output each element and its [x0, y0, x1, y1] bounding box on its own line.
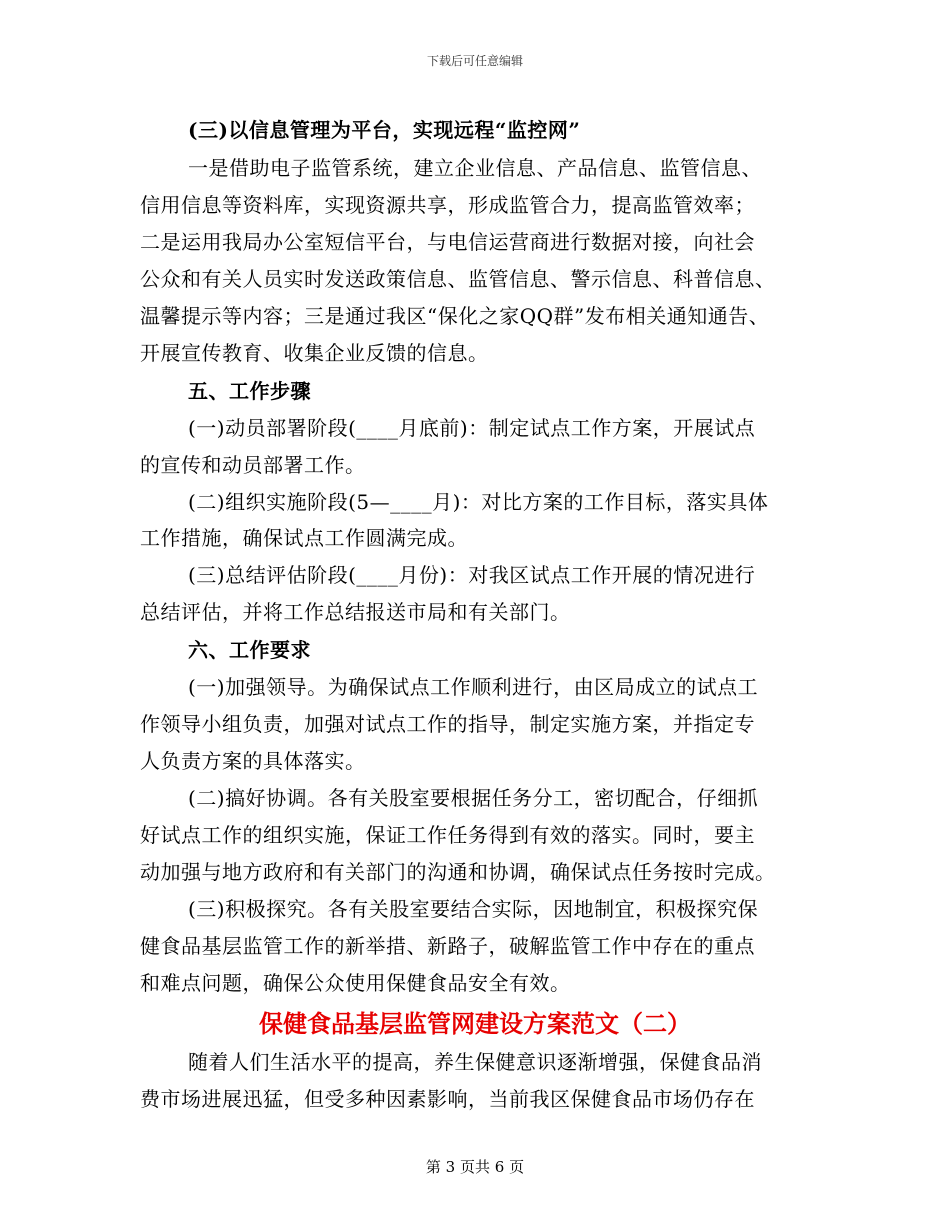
paragraph-line: 工作措施，确保试点工作圆满完成。 — [140, 526, 468, 550]
paragraph-line: (三)积极探究。各有关股室要结合实际，因地制宜，积极探究保 — [188, 897, 759, 921]
paragraph-line: 的宣传和动员部署工作。 — [140, 453, 366, 477]
paragraph-line: 随着人们生活水平的提高，养生保健意识逐渐增强，保健食品消 — [188, 1050, 762, 1074]
paragraph-line: 作领导小组负责，加强对试点工作的指导，制定实施方案，并指定专 — [140, 712, 755, 736]
paragraph-line: 健食品基层监管工作的新举措、新路子，破解监管工作中存在的重点 — [140, 934, 755, 958]
paragraph-line: 人负责方案的具体落实。 — [140, 749, 366, 773]
paragraph-line: 信用信息等资料库，实现资源共享，形成监管合力，提高监管效率； — [140, 193, 755, 217]
paragraph-line: 动加强与地方政府和有关部门的沟通和协调，确保试点任务按时完成。 — [140, 860, 776, 884]
paragraph-line: (一)动员部署阶段(____月底前)：制定试点工作方案，开展试点 — [188, 416, 756, 440]
paragraph-line: 和难点问题，确保公众使用保健食品安全有效。 — [140, 971, 571, 995]
paragraph-line: 一是借助电子监管系统，建立企业信息、产品信息、监管信息、 — [188, 156, 762, 180]
paragraph-line: (一)加强领导。为确保试点工作顺利进行，由区局成立的试点工 — [188, 675, 759, 699]
paragraph-line: 费市场进展迅猛，但受多种因素影响，当前我区保健食品市场仍存在 — [140, 1087, 755, 1111]
paragraph-line: (二)组织实施阶段(5—____月)：对比方案的工作目标，落实具体 — [188, 490, 769, 514]
paragraph-line: 开展宣传教育、收集企业反馈的信息。 — [140, 341, 489, 365]
document-title: 保健食品基层监管网建设方案范文（二） — [259, 1009, 691, 1038]
section-heading-info-platform: (三)以信息管理为平台，实现远程“监控网” — [188, 118, 581, 142]
paragraph-line: 二是运用我局办公室短信平台，与电信运营商进行数据对接，向社会 — [140, 230, 755, 254]
section-heading-work-requirements: 六、工作要求 — [188, 638, 311, 662]
paragraph-line: 总结评估，并将工作总结报送市局和有关部门。 — [140, 600, 571, 624]
paragraph-line: 温馨提示等内容；三是通过我区“保化之家QQ群”发布相关通知通告、 — [140, 304, 770, 328]
paragraph-line: (二)搞好协调。各有关股室要根据任务分工，密切配合，仔细抓 — [188, 786, 759, 810]
paragraph-line: 公众和有关人员实时发送政策信息、监管信息、警示信息、科普信息、 — [140, 267, 776, 291]
paragraph-line: (三)总结评估阶段(____月份)：对我区试点工作开展的情况进行 — [188, 563, 756, 587]
paragraph-line: 好试点工作的组织实施，保证工作任务得到有效的落实。同时，要主 — [140, 823, 755, 847]
section-heading-work-steps: 五、工作步骤 — [188, 379, 311, 403]
page-footer: 第 3 页共 6 页 — [425, 1158, 525, 1176]
page-header: 下载后可任意编辑 — [426, 54, 523, 68]
